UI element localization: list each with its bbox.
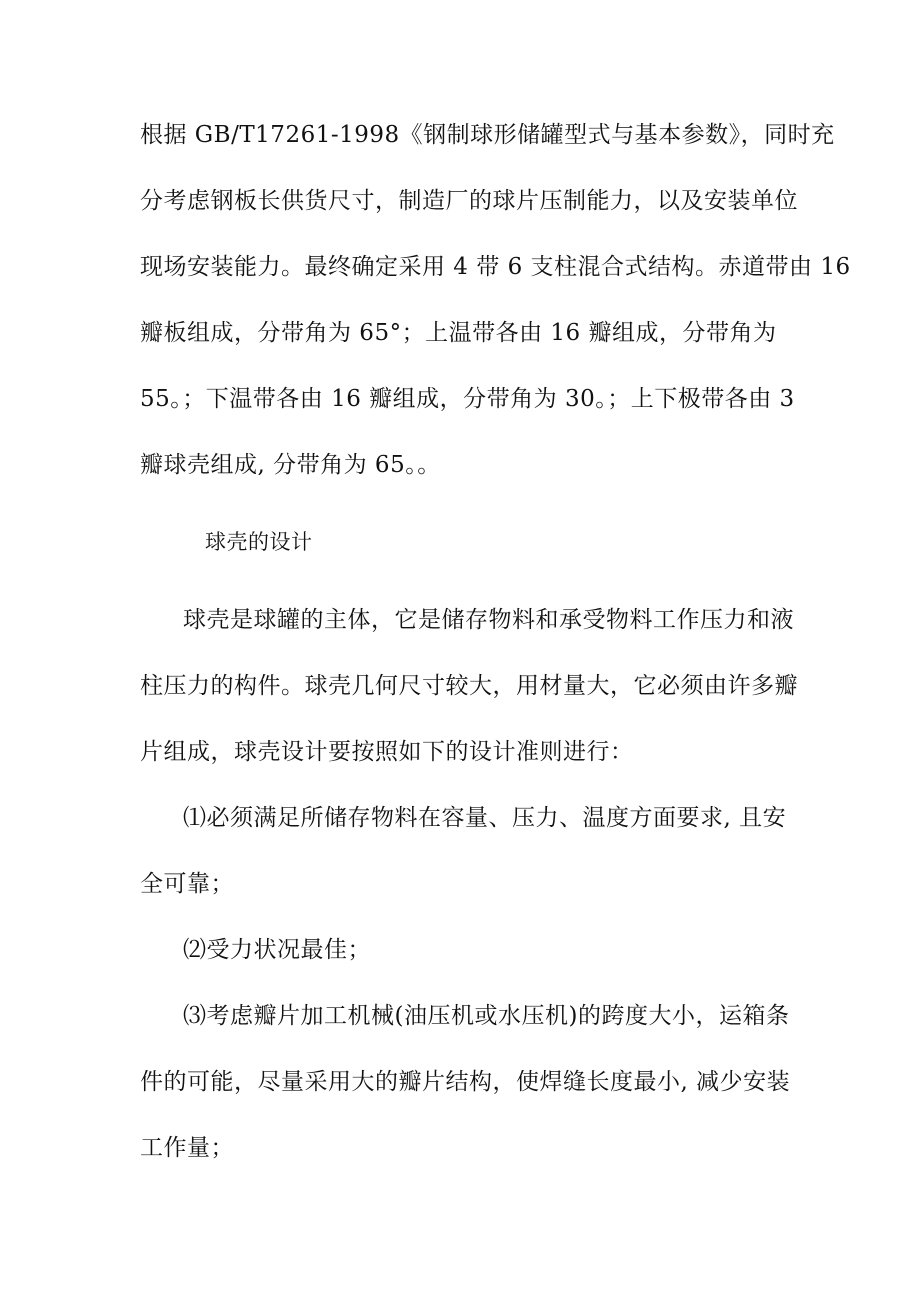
paragraph-1-line-1: 根据 GB/T17261-1998《钢制球形储罐型式与基本参数》，同时充 [140, 122, 835, 148]
criteria-item-3-line-2: 件的可能，尽量采用大的瓣片结构，使焊缝长度最小, 减少安装 [140, 1069, 791, 1095]
criteria-item-1-line-1: ⑴必须满足所储存物料在容量、压力、温度方面要求, 且安 [183, 805, 787, 831]
paragraph-2-line-1: 球壳是球罐的主体，它是储存物料和承受物料工作压力和液 [183, 607, 794, 633]
paragraph-1-line-3: 现场安装能力。最终确定采用 4 带 6 支柱混合式结构。赤道带由 16 [140, 254, 851, 280]
paragraph-2-line-3: 片组成，球壳设计要按照如下的设计准则进行： [140, 739, 634, 765]
paragraph-1-line-2: 分考虑钢板长供货尺寸，制造厂的球片压制能力，以及安装单位 [140, 188, 798, 214]
paragraph-2-line-2: 柱压力的构件。球壳几何尺寸较大，用材量大，它必须由许多瓣 [140, 673, 798, 699]
criteria-item-3-line-1: ⑶考虑瓣片加工机械(油压机或水压机)的跨度大小，运箱条 [183, 1003, 790, 1029]
criteria-item-3-line-3: 工作量； [140, 1135, 234, 1161]
section-heading: 球壳的设计 [205, 530, 313, 554]
paragraph-1-line-6: 瓣球壳组成, 分带角为 65。。 [140, 452, 441, 478]
criteria-item-1-line-2: 全可靠； [140, 871, 234, 897]
paragraph-1-line-5: 55。；下温带各由 16 瓣组成，分带角为 30。；上下极带各由 3 [140, 386, 795, 412]
paragraph-1-line-4: 瓣板组成，分带角为 65°；上温带各由 16 瓣组成，分带角为 [140, 320, 777, 346]
criteria-item-2-line-1: ⑵受力状况最佳； [183, 937, 371, 963]
